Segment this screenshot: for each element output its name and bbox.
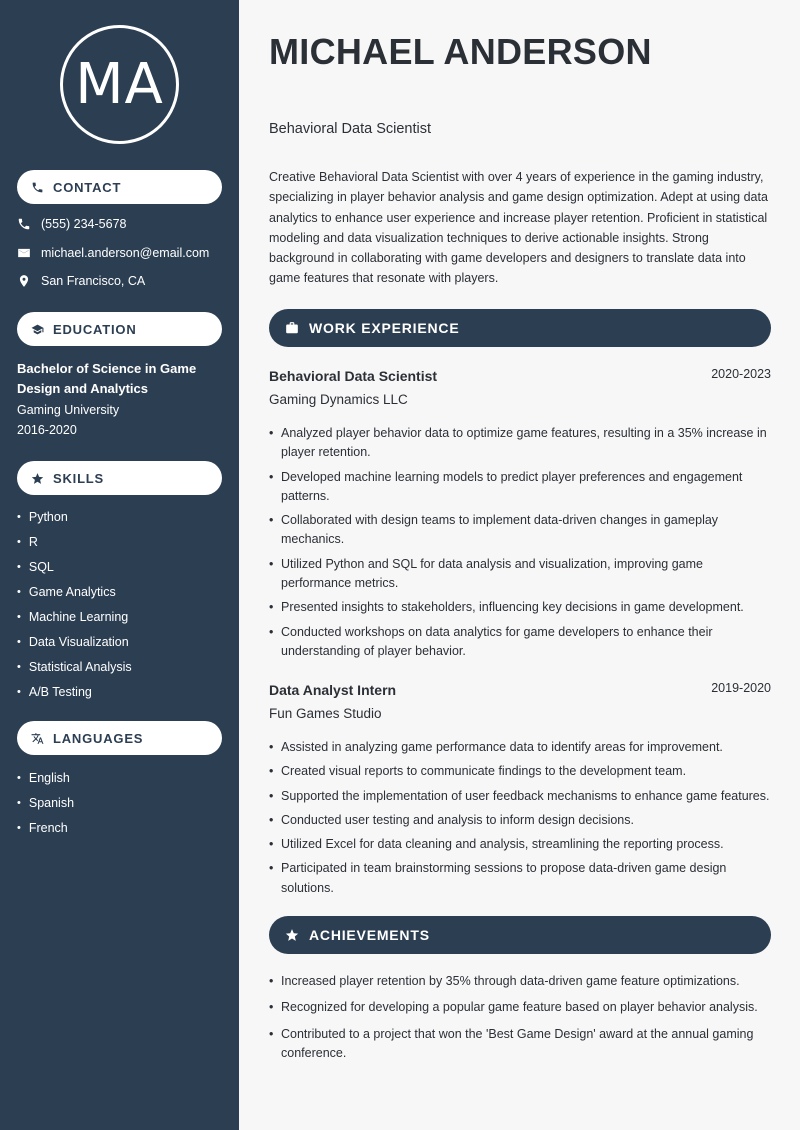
job-company: Fun Games Studio <box>269 706 382 721</box>
list-item: • Supported the implementation of user feedback mechanisms to enhance game features. <box>269 787 771 806</box>
job-bullets <box>269 424 771 666</box>
list-item: • Utilized Excel for data cleaning and analysis, streamlining the reporting process. <box>269 835 771 854</box>
star-icon <box>285 928 299 942</box>
translate-icon <box>31 732 44 745</box>
list-item: • R <box>17 534 132 559</box>
work-heading-label: WORK EXPERIENCE <box>309 320 460 336</box>
languages-heading <box>17 721 222 755</box>
list-item: • Collaborated with design teams to implement data-driven changes in gameplay mechanics. <box>269 511 771 550</box>
sidebar <box>0 0 239 1130</box>
list-item: • French <box>17 820 74 845</box>
education-heading <box>17 312 222 346</box>
star-icon <box>31 472 44 485</box>
job-role: Data Analyst Intern <box>269 682 397 698</box>
list-item: • Assisted in analyzing game performance data to identify areas for improvement. <box>269 738 771 757</box>
envelope-icon <box>17 246 31 260</box>
job-company: Gaming Dynamics LLC <box>269 392 408 407</box>
list-item: • Conducted workshops on data analytics for game developers to enhance their understanding of player behavior. <box>269 623 771 662</box>
list-item: • Developed machine learning models to predict player preferences and engagement patterns. <box>269 468 771 507</box>
skills-heading-label: SKILLS <box>53 470 105 486</box>
skills-list <box>17 509 132 709</box>
list-item: • Presented insights to stakeholders, influencing key decisions in game development. <box>269 598 771 617</box>
education-heading-label: EDUCATION <box>53 321 137 337</box>
education-years: 2016-2020 <box>17 423 77 437</box>
contact-heading-label: CONTACT <box>53 179 122 195</box>
contact-location <box>17 274 145 288</box>
list-item: • Machine Learning <box>17 609 132 634</box>
list-item: • Analyzed player behavior data to optimize game features, resulting in a 35% increase in player retention. <box>269 424 771 463</box>
list-item: • A/B Testing <box>17 684 132 709</box>
list-item: • Conducted user testing and analysis to inform design decisions. <box>269 811 771 830</box>
phone-icon <box>31 181 44 194</box>
job-dates: 2019-2020 <box>711 681 771 695</box>
graduation-cap-icon <box>31 323 44 336</box>
list-item: • Utilized Python and SQL for data analysis and visualization, improving game performance metrics. <box>269 555 771 594</box>
languages-list <box>17 770 74 845</box>
profile-summary: Creative Behavioral Data Scientist with over 4 years of experience in the gaming industry, specializing in player behavior analysis and game design optimization. Adept at using data analytics to enhance user experience and increase player retention. Proficient in statistical modeling and data visualization techniques to derive actionable insights. Strong background in collaborating with game developers and designers to translate data into game features that resonate with players. <box>269 170 768 286</box>
list-item: • Game Analytics <box>17 584 132 609</box>
monogram-avatar: MA <box>60 25 179 144</box>
map-pin-icon <box>17 274 31 288</box>
list-item: • Statistical Analysis <box>17 659 132 684</box>
email-text: michael.anderson@email.com <box>41 246 210 260</box>
list-item: • Participated in team brainstorming sessions to propose data-driven game design solutions. <box>269 859 771 898</box>
achievements-heading-label: ACHIEVEMENTS <box>309 927 430 943</box>
achievements-list <box>269 972 771 1068</box>
phone-icon <box>17 217 31 231</box>
location-text: San Francisco, CA <box>41 274 146 288</box>
languages-heading-label: LANGUAGES <box>53 730 144 746</box>
contact-heading <box>17 170 222 204</box>
list-item: • Recognized for developing a popular game feature based on player behavior analysis. <box>269 998 771 1017</box>
contact-phone <box>17 217 126 231</box>
work-experience-heading <box>269 309 771 347</box>
achievements-heading <box>269 916 771 954</box>
list-item: • Spanish <box>17 795 74 820</box>
job-role: Behavioral Data Scientist <box>269 368 438 384</box>
candidate-name: MICHAEL ANDERSON <box>269 31 652 72</box>
candidate-title: Behavioral Data Scientist <box>269 121 431 137</box>
contact-email <box>17 246 209 260</box>
phone-text: (555) 234-5678 <box>41 217 127 231</box>
job-dates: 2020-2023 <box>711 367 771 381</box>
briefcase-icon <box>285 321 299 335</box>
list-item: • English <box>17 770 74 795</box>
list-item: • SQL <box>17 559 132 584</box>
job-bullets <box>269 738 771 903</box>
education-degree: Bachelor of Science in Game Design and Analytics <box>17 361 197 396</box>
list-item: • Created visual reports to communicate findings to the development team. <box>269 762 771 781</box>
education-school: Gaming University <box>17 403 120 417</box>
list-item: • Increased player retention by 35% through data-driven game feature optimizations. <box>269 972 771 991</box>
skills-heading <box>17 461 222 495</box>
list-item: • Python <box>17 509 132 534</box>
list-item: • Data Visualization <box>17 634 132 659</box>
list-item: • Contributed to a project that won the 'Best Game Design' award at the annual gaming conference. <box>269 1025 771 1064</box>
